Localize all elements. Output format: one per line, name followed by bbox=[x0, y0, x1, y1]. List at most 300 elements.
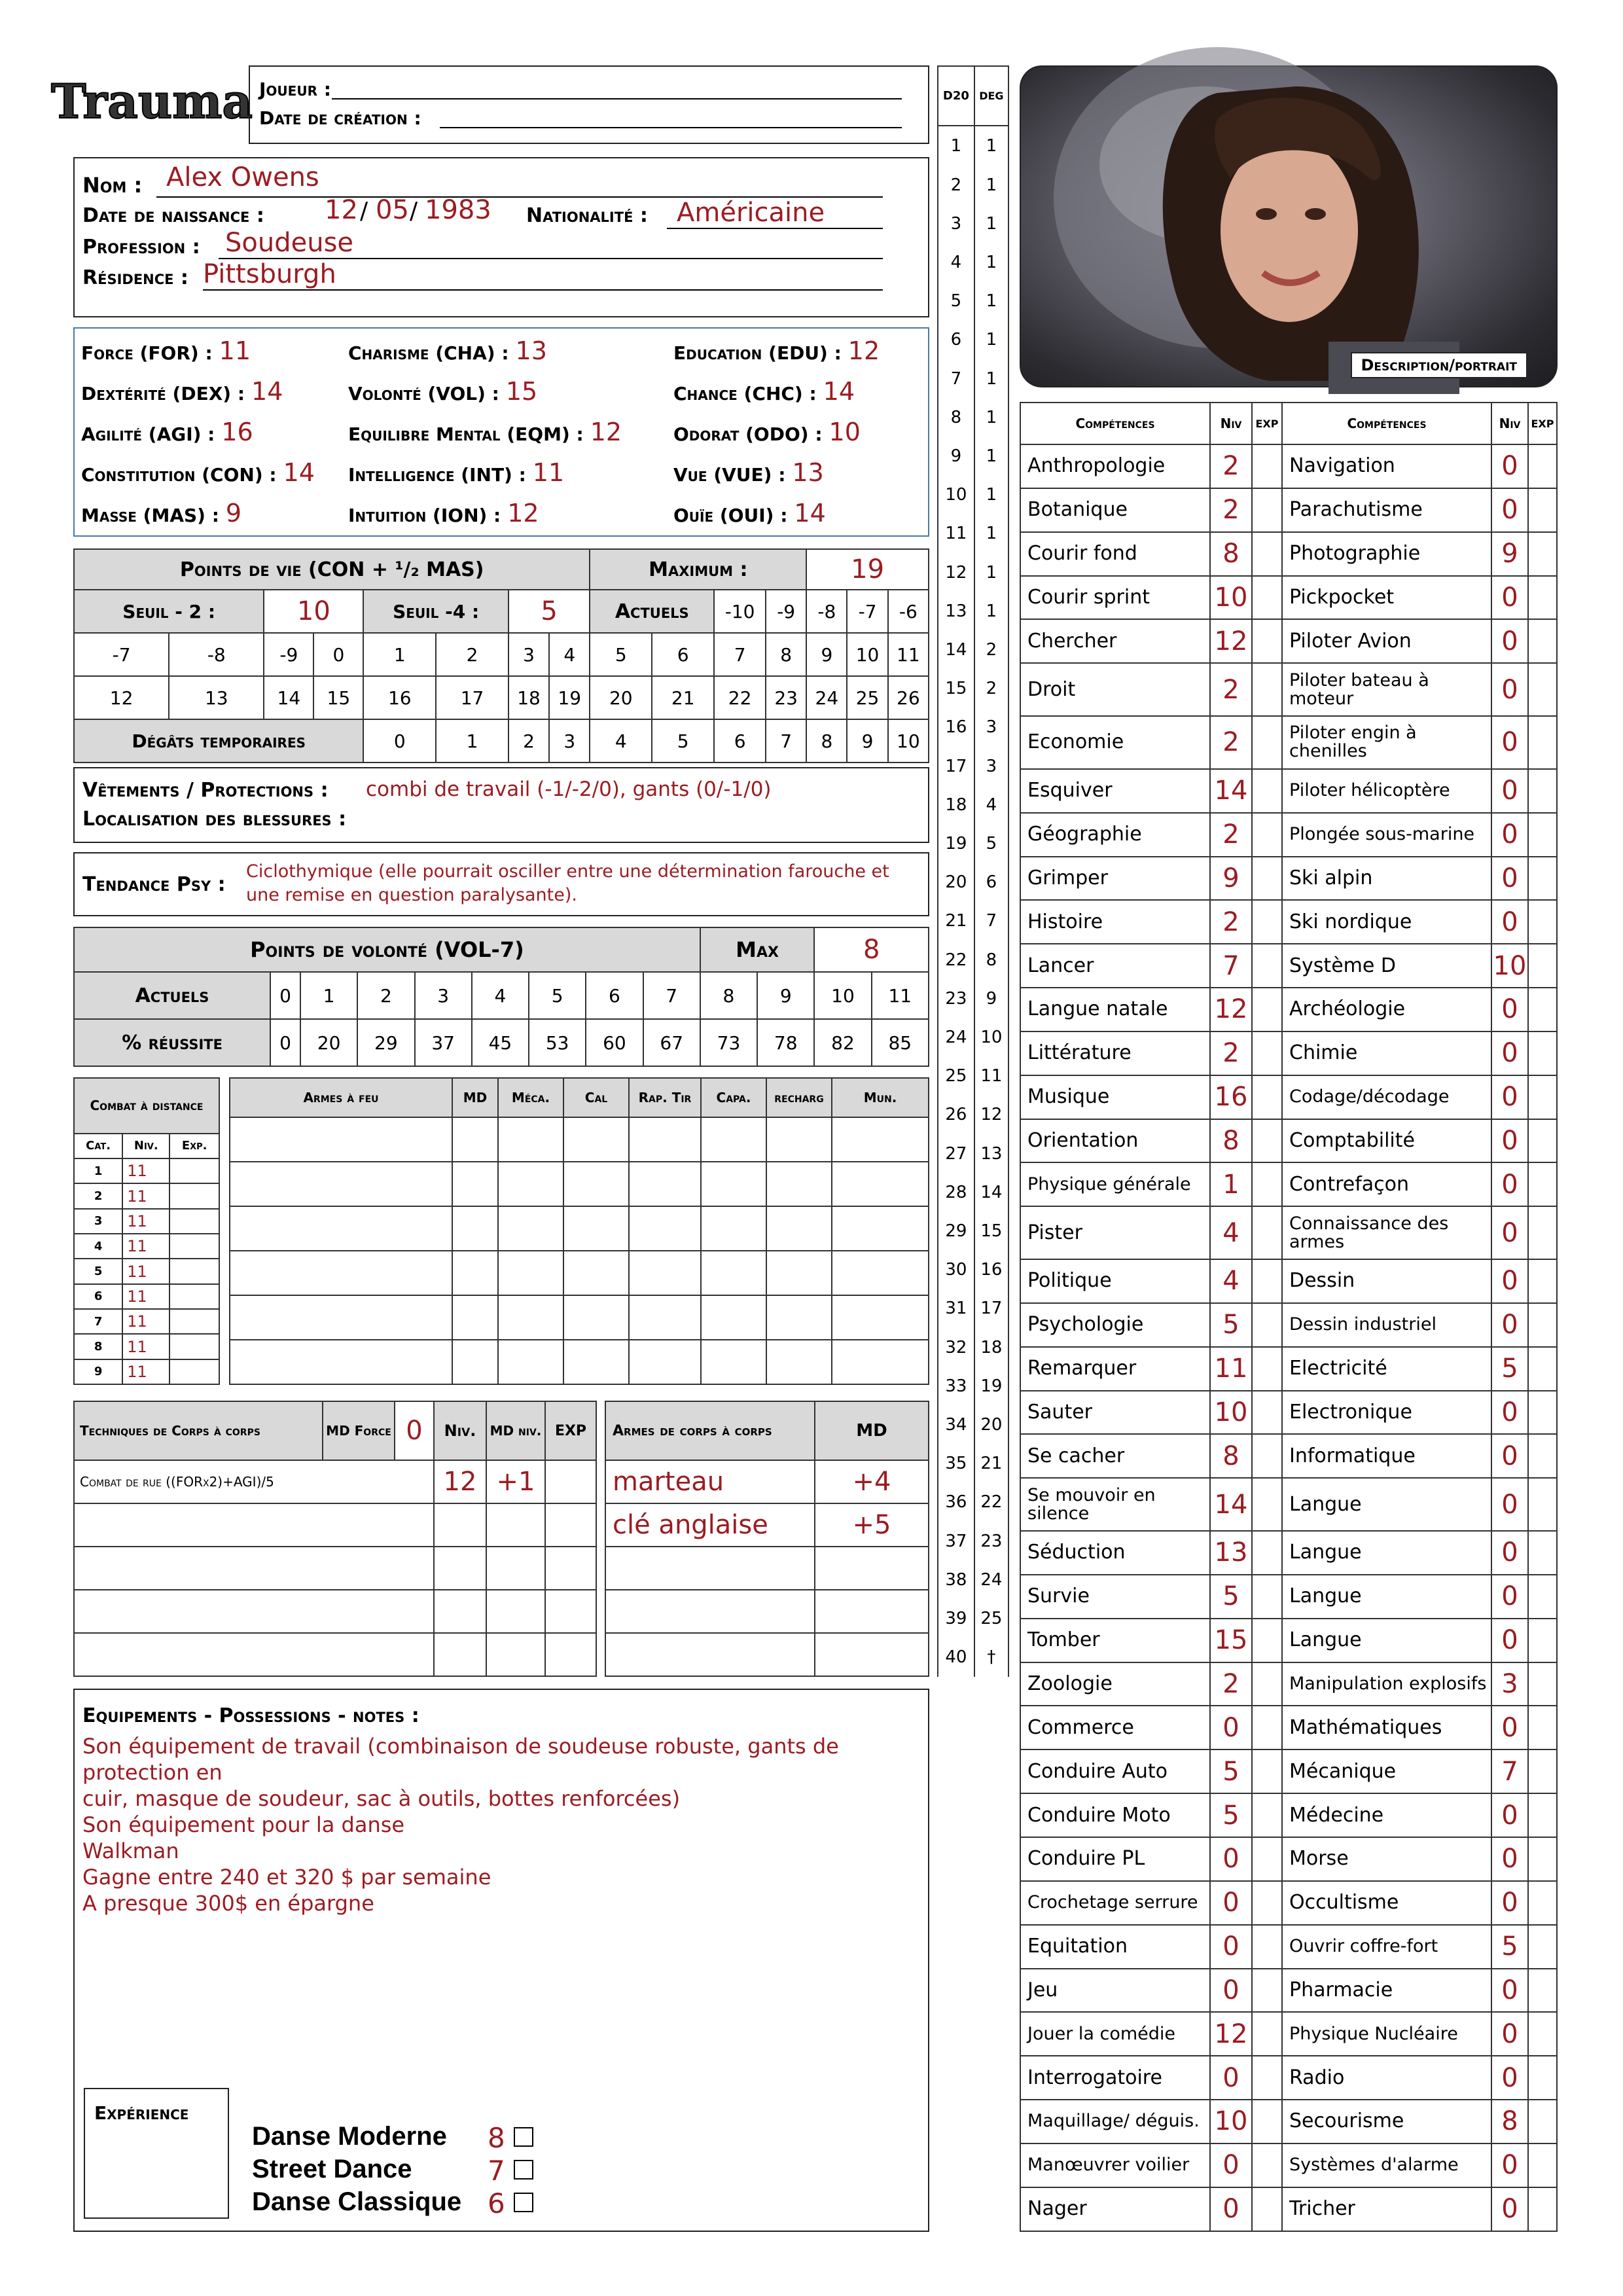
firearms-cell[interactable] bbox=[452, 1162, 498, 1206]
melee-weapon-md[interactable] bbox=[815, 1547, 929, 1590]
skill-level[interactable]: 0 bbox=[1491, 1259, 1528, 1303]
skill-exp[interactable] bbox=[1252, 769, 1282, 813]
ranged-exp[interactable] bbox=[169, 1309, 219, 1334]
temp-damage-cell[interactable]: 0 bbox=[363, 719, 436, 762]
skill-level[interactable]: 12 bbox=[1210, 619, 1252, 663]
temp-damage-cell[interactable]: 7 bbox=[766, 719, 806, 762]
melee-empty[interactable] bbox=[434, 1590, 486, 1633]
skill-exp[interactable] bbox=[1252, 1434, 1282, 1478]
melee-weapon-name[interactable]: marteau bbox=[605, 1460, 815, 1503]
firearms-cell[interactable] bbox=[629, 1117, 701, 1162]
firearms-cell[interactable] bbox=[701, 1251, 766, 1295]
firearms-cell[interactable] bbox=[230, 1340, 452, 1384]
skill-exp[interactable] bbox=[1528, 2144, 1557, 2187]
firearms-cell[interactable] bbox=[832, 1206, 929, 1251]
skill-exp[interactable] bbox=[1252, 988, 1282, 1031]
attribute-value[interactable]: 15 bbox=[505, 377, 538, 406]
temp-damage-cell[interactable]: 10 bbox=[888, 719, 929, 762]
melee-empty[interactable] bbox=[434, 1503, 486, 1547]
skill-exp[interactable] bbox=[1252, 716, 1282, 769]
profession-value[interactable]: Soudeuse bbox=[225, 228, 354, 258]
firearms-cell[interactable] bbox=[766, 1206, 832, 1251]
hp-cell[interactable]: -8 bbox=[169, 633, 264, 676]
skill-level[interactable]: 0 bbox=[1210, 1706, 1252, 1749]
skill-exp[interactable] bbox=[1528, 1662, 1557, 1706]
firearms-cell[interactable] bbox=[452, 1340, 498, 1384]
skill-exp[interactable] bbox=[1252, 2100, 1282, 2144]
skill-level[interactable]: 10 bbox=[1210, 576, 1252, 620]
nom-value[interactable]: Alex Owens bbox=[166, 162, 319, 192]
skill-exp[interactable] bbox=[1528, 532, 1557, 576]
ranged-niv[interactable]: 11 bbox=[122, 1183, 169, 1208]
ranged-exp[interactable] bbox=[169, 1158, 219, 1183]
skill-level[interactable]: 0 bbox=[1491, 663, 1528, 716]
skill-exp[interactable] bbox=[1252, 900, 1282, 944]
hp-cell[interactable]: 18 bbox=[508, 676, 549, 719]
skill-level[interactable]: 0 bbox=[1491, 488, 1528, 532]
attribute-value[interactable]: 16 bbox=[221, 418, 253, 446]
experience-checkbox[interactable] bbox=[514, 2193, 533, 2212]
skill-level[interactable]: 0 bbox=[1491, 769, 1528, 813]
skill-exp[interactable] bbox=[1528, 1749, 1557, 1793]
skill-exp[interactable] bbox=[1252, 2144, 1282, 2187]
firearms-cell[interactable] bbox=[832, 1162, 929, 1206]
melee-weapon-md[interactable]: +5 bbox=[815, 1503, 929, 1547]
firearms-cell[interactable] bbox=[452, 1251, 498, 1295]
skill-level[interactable]: 0 bbox=[1491, 1793, 1528, 1837]
skill-exp[interactable] bbox=[1252, 1303, 1282, 1347]
skill-exp[interactable] bbox=[1252, 1206, 1282, 1259]
temp-damage-cell[interactable]: 5 bbox=[652, 719, 714, 762]
skill-level[interactable]: 10 bbox=[1210, 2100, 1252, 2144]
psy-value[interactable]: Ciclothymique (elle pourrait osciller entre une détermination farouche et une remise en question paralysante). bbox=[246, 861, 889, 905]
melee-weapon-name[interactable]: clé anglaise bbox=[605, 1503, 815, 1547]
skill-exp[interactable] bbox=[1252, 1347, 1282, 1391]
firearms-cell[interactable] bbox=[832, 1340, 929, 1384]
skill-exp[interactable] bbox=[1252, 1391, 1282, 1435]
skill-exp[interactable] bbox=[1528, 1206, 1557, 1259]
firearms-cell[interactable] bbox=[563, 1117, 629, 1162]
skill-exp[interactable] bbox=[1252, 444, 1282, 488]
skill-level[interactable]: 0 bbox=[1491, 1969, 1528, 2013]
melee-technique-md[interactable]: +1 bbox=[486, 1460, 545, 1503]
hp-max[interactable]: 19 bbox=[806, 549, 929, 590]
firearms-cell[interactable] bbox=[832, 1295, 929, 1340]
skill-level[interactable]: 4 bbox=[1210, 1206, 1252, 1259]
firearms-cell[interactable] bbox=[701, 1295, 766, 1340]
firearms-cell[interactable] bbox=[832, 1251, 929, 1295]
melee-empty[interactable] bbox=[74, 1547, 434, 1590]
skill-level[interactable]: 0 bbox=[1210, 2144, 1252, 2187]
attribute-value[interactable]: 13 bbox=[515, 336, 547, 365]
skill-level[interactable]: 0 bbox=[1491, 857, 1528, 901]
skill-level[interactable]: 5 bbox=[1210, 1793, 1252, 1837]
hp-cell[interactable]: 24 bbox=[806, 676, 847, 719]
skill-level[interactable]: 0 bbox=[1491, 1162, 1528, 1206]
temp-damage-cell[interactable]: 2 bbox=[508, 719, 549, 762]
will-actuel-cell[interactable]: 3 bbox=[415, 972, 472, 1019]
melee-empty[interactable] bbox=[486, 1547, 545, 1590]
skill-exp[interactable] bbox=[1528, 1706, 1557, 1749]
residence-value[interactable]: Pittsburgh bbox=[203, 259, 336, 289]
ranged-niv[interactable]: 11 bbox=[122, 1209, 169, 1234]
hp-cell[interactable]: 6 bbox=[652, 633, 714, 676]
will-actuel-cell[interactable]: 2 bbox=[357, 972, 414, 1019]
skill-exp[interactable] bbox=[1252, 2056, 1282, 2100]
skill-exp[interactable] bbox=[1252, 1075, 1282, 1119]
skill-level[interactable]: 5 bbox=[1491, 1925, 1528, 1969]
attribute-value[interactable]: 14 bbox=[823, 377, 855, 406]
skill-exp[interactable] bbox=[1528, 1031, 1557, 1075]
firearms-cell[interactable] bbox=[498, 1162, 563, 1206]
hp-cell[interactable]: 21 bbox=[652, 676, 714, 719]
skill-level[interactable]: 14 bbox=[1210, 769, 1252, 813]
melee-empty[interactable] bbox=[486, 1633, 545, 1676]
experience-checkbox[interactable] bbox=[514, 2127, 533, 2147]
firearms-cell[interactable] bbox=[563, 1251, 629, 1295]
skill-exp[interactable] bbox=[1528, 576, 1557, 620]
birth-month[interactable]: 05 bbox=[376, 195, 409, 225]
firearms-cell[interactable] bbox=[629, 1340, 701, 1384]
firearms-cell[interactable] bbox=[498, 1206, 563, 1251]
attribute-value[interactable]: 12 bbox=[847, 336, 880, 365]
attribute-value[interactable]: 12 bbox=[507, 499, 539, 528]
skill-exp[interactable] bbox=[1528, 2056, 1557, 2100]
ranged-exp[interactable] bbox=[169, 1183, 219, 1208]
will-actuel-cell[interactable]: 7 bbox=[643, 972, 700, 1019]
firearms-cell[interactable] bbox=[701, 1206, 766, 1251]
skill-level[interactable]: 10 bbox=[1210, 1391, 1252, 1435]
skill-exp[interactable] bbox=[1252, 1969, 1282, 2013]
skill-level[interactable]: 5 bbox=[1210, 1575, 1252, 1619]
skill-level[interactable]: 0 bbox=[1491, 1303, 1528, 1347]
skill-level[interactable]: 3 bbox=[1491, 1662, 1528, 1706]
attribute-value[interactable]: 14 bbox=[251, 377, 283, 406]
melee-weapon-name[interactable] bbox=[605, 1590, 815, 1633]
ranged-niv[interactable]: 11 bbox=[122, 1259, 169, 1283]
attribute-value[interactable]: 10 bbox=[829, 418, 861, 446]
skill-level[interactable]: 2 bbox=[1210, 1031, 1252, 1075]
firearms-cell[interactable] bbox=[563, 1162, 629, 1206]
will-actuel-cell[interactable]: 4 bbox=[472, 972, 529, 1019]
skill-level[interactable]: 2 bbox=[1210, 716, 1252, 769]
temp-damage-cell[interactable]: 8 bbox=[806, 719, 847, 762]
skill-exp[interactable] bbox=[1252, 663, 1282, 716]
firearms-cell[interactable] bbox=[701, 1340, 766, 1384]
melee-weapon-name[interactable] bbox=[605, 1547, 815, 1590]
firearms-cell[interactable] bbox=[230, 1251, 452, 1295]
ranged-exp[interactable] bbox=[169, 1209, 219, 1234]
skill-level[interactable]: 9 bbox=[1491, 532, 1528, 576]
skill-exp[interactable] bbox=[1252, 813, 1282, 857]
skill-exp[interactable] bbox=[1528, 857, 1557, 901]
experience-checkbox[interactable] bbox=[514, 2160, 533, 2179]
skill-exp[interactable] bbox=[1528, 1119, 1557, 1163]
skill-level[interactable]: 2 bbox=[1210, 813, 1252, 857]
skill-level[interactable]: 0 bbox=[1210, 1969, 1252, 2013]
melee-weapon-md[interactable] bbox=[815, 1590, 929, 1633]
skill-level[interactable]: 16 bbox=[1210, 1075, 1252, 1119]
hp-cell[interactable]: 2 bbox=[436, 633, 508, 676]
skill-level[interactable]: 8 bbox=[1210, 1119, 1252, 1163]
experience-value[interactable]: 8 bbox=[488, 2122, 505, 2154]
hp-cell[interactable]: 13 bbox=[169, 676, 264, 719]
will-actuel-cell[interactable]: 0 bbox=[270, 972, 300, 1019]
hp-cell[interactable]: 22 bbox=[714, 676, 766, 719]
clothes-value[interactable]: combi de travail (-1/-2/0), gants (0/-1/0) bbox=[366, 778, 772, 801]
skill-exp[interactable] bbox=[1528, 444, 1557, 488]
melee-technique-exp[interactable] bbox=[545, 1460, 596, 1503]
temp-damage-cell[interactable]: 9 bbox=[847, 719, 887, 762]
will-actuel-cell[interactable]: 8 bbox=[700, 972, 757, 1019]
skill-level[interactable]: 0 bbox=[1210, 2056, 1252, 2100]
ranged-niv[interactable]: 11 bbox=[122, 1284, 169, 1309]
firearms-cell[interactable] bbox=[766, 1117, 832, 1162]
melee-empty[interactable] bbox=[486, 1503, 545, 1547]
will-actuel-cell[interactable]: 6 bbox=[586, 972, 643, 1019]
skill-level[interactable]: 1 bbox=[1210, 1162, 1252, 1206]
skill-exp[interactable] bbox=[1528, 1881, 1557, 1925]
skill-exp[interactable] bbox=[1528, 1531, 1557, 1575]
attribute-value[interactable]: 9 bbox=[225, 499, 242, 528]
skill-exp[interactable] bbox=[1528, 2100, 1557, 2144]
will-actuel-cell[interactable]: 1 bbox=[300, 972, 357, 1019]
seuil2-value[interactable]: 10 bbox=[264, 590, 363, 633]
hp-cell[interactable]: 7 bbox=[714, 633, 766, 676]
skill-exp[interactable] bbox=[1252, 2012, 1282, 2056]
firearms-cell[interactable] bbox=[766, 1340, 832, 1384]
hp-cell[interactable]: 11 bbox=[888, 633, 929, 676]
firearms-cell[interactable] bbox=[230, 1162, 452, 1206]
skill-exp[interactable] bbox=[1252, 576, 1282, 620]
skill-level[interactable]: 14 bbox=[1210, 1478, 1252, 1531]
skill-exp[interactable] bbox=[1528, 1347, 1557, 1391]
skill-exp[interactable] bbox=[1528, 1925, 1557, 1969]
temp-damage-cell[interactable]: 3 bbox=[549, 719, 590, 762]
hp-actuel-cell[interactable]: -7 bbox=[847, 590, 887, 633]
skill-exp[interactable] bbox=[1252, 1259, 1282, 1303]
skill-exp[interactable] bbox=[1528, 1575, 1557, 1619]
skill-level[interactable]: 5 bbox=[1210, 1749, 1252, 1793]
skill-level[interactable]: 8 bbox=[1491, 2100, 1528, 2144]
skill-exp[interactable] bbox=[1528, 1391, 1557, 1435]
skill-level[interactable]: 2 bbox=[1210, 1662, 1252, 1706]
melee-weapon-name[interactable] bbox=[605, 1633, 815, 1676]
temp-damage-cell[interactable]: 6 bbox=[714, 719, 766, 762]
skill-level[interactable]: 0 bbox=[1491, 1075, 1528, 1119]
skill-level[interactable]: 0 bbox=[1491, 900, 1528, 944]
skill-exp[interactable] bbox=[1528, 2187, 1557, 2231]
skill-exp[interactable] bbox=[1252, 1881, 1282, 1925]
hp-cell[interactable]: 12 bbox=[74, 676, 169, 719]
firearms-cell[interactable] bbox=[498, 1251, 563, 1295]
skill-level[interactable]: 0 bbox=[1491, 716, 1528, 769]
hp-cell[interactable]: 10 bbox=[847, 633, 887, 676]
skill-exp[interactable] bbox=[1252, 2187, 1282, 2231]
firearms-cell[interactable] bbox=[563, 1340, 629, 1384]
skill-level[interactable]: 0 bbox=[1210, 1837, 1252, 1881]
skill-level[interactable]: 0 bbox=[1491, 444, 1528, 488]
firearms-cell[interactable] bbox=[563, 1295, 629, 1340]
skill-exp[interactable] bbox=[1528, 663, 1557, 716]
attribute-value[interactable]: 14 bbox=[794, 499, 826, 528]
skill-exp[interactable] bbox=[1528, 1259, 1557, 1303]
skill-level[interactable]: 0 bbox=[1491, 1391, 1528, 1435]
firearms-cell[interactable] bbox=[701, 1162, 766, 1206]
skill-exp[interactable] bbox=[1528, 619, 1557, 663]
will-actuel-cell[interactable]: 10 bbox=[814, 972, 871, 1019]
will-max[interactable]: 8 bbox=[814, 927, 929, 972]
hp-cell[interactable]: 15 bbox=[313, 676, 363, 719]
birth-year[interactable]: 1983 bbox=[425, 195, 491, 225]
hp-actuel-cell[interactable]: -10 bbox=[714, 590, 766, 633]
will-actuel-cell[interactable]: 11 bbox=[872, 972, 929, 1019]
hp-cell[interactable]: -9 bbox=[264, 633, 313, 676]
skill-exp[interactable] bbox=[1252, 1837, 1282, 1881]
skill-level[interactable]: 0 bbox=[1491, 2056, 1528, 2100]
skill-level[interactable]: 5 bbox=[1210, 1303, 1252, 1347]
skill-exp[interactable] bbox=[1252, 1706, 1282, 1749]
firearms-cell[interactable] bbox=[766, 1251, 832, 1295]
skill-level[interactable]: 5 bbox=[1491, 1347, 1528, 1391]
skill-exp[interactable] bbox=[1528, 988, 1557, 1031]
skill-level[interactable]: 2 bbox=[1210, 900, 1252, 944]
skill-exp[interactable] bbox=[1252, 619, 1282, 663]
firearms-cell[interactable] bbox=[452, 1206, 498, 1251]
ranged-niv[interactable]: 11 bbox=[122, 1359, 169, 1384]
skill-exp[interactable] bbox=[1252, 857, 1282, 901]
skill-level[interactable]: 0 bbox=[1491, 619, 1528, 663]
skill-level[interactable]: 0 bbox=[1491, 1575, 1528, 1619]
skill-exp[interactable] bbox=[1252, 1031, 1282, 1075]
hp-cell[interactable]: 19 bbox=[549, 676, 590, 719]
will-actuel-cell[interactable]: 9 bbox=[757, 972, 814, 1019]
skill-level[interactable]: 0 bbox=[1491, 2144, 1528, 2187]
skill-level[interactable]: 0 bbox=[1491, 1206, 1528, 1259]
melee-empty[interactable] bbox=[545, 1503, 596, 1547]
melee-empty[interactable] bbox=[74, 1503, 434, 1547]
ranged-exp[interactable] bbox=[169, 1334, 219, 1359]
skill-level[interactable]: 4 bbox=[1210, 1259, 1252, 1303]
firearms-cell[interactable] bbox=[629, 1295, 701, 1340]
skill-level[interactable]: 0 bbox=[1491, 2187, 1528, 2231]
firearms-cell[interactable] bbox=[230, 1295, 452, 1340]
skill-level[interactable]: 7 bbox=[1210, 944, 1252, 988]
firearms-cell[interactable] bbox=[629, 1162, 701, 1206]
skill-level[interactable]: 0 bbox=[1491, 1881, 1528, 1925]
hp-cell[interactable]: 17 bbox=[436, 676, 508, 719]
skill-exp[interactable] bbox=[1252, 1925, 1282, 1969]
nationalite-value[interactable]: Américaine bbox=[677, 198, 825, 228]
skill-exp[interactable] bbox=[1528, 1075, 1557, 1119]
hp-cell[interactable]: -7 bbox=[74, 633, 169, 676]
md-force-value[interactable]: 0 bbox=[395, 1401, 434, 1460]
skill-exp[interactable] bbox=[1528, 1969, 1557, 2013]
hp-cell[interactable]: 16 bbox=[363, 676, 436, 719]
seuil4-value[interactable]: 5 bbox=[508, 590, 590, 633]
skill-level[interactable]: 2 bbox=[1210, 663, 1252, 716]
skill-level[interactable]: 0 bbox=[1491, 1837, 1528, 1881]
hp-actuel-cell[interactable]: -6 bbox=[888, 590, 929, 633]
skill-exp[interactable] bbox=[1528, 1162, 1557, 1206]
skill-exp[interactable] bbox=[1252, 1162, 1282, 1206]
skill-level[interactable]: 15 bbox=[1210, 1619, 1252, 1662]
skill-level[interactable]: 0 bbox=[1210, 1925, 1252, 1969]
skill-exp[interactable] bbox=[1528, 1303, 1557, 1347]
attribute-value[interactable]: 13 bbox=[792, 458, 824, 487]
skill-exp[interactable] bbox=[1252, 1575, 1282, 1619]
firearms-cell[interactable] bbox=[629, 1251, 701, 1295]
firearms-cell[interactable] bbox=[629, 1206, 701, 1251]
melee-empty[interactable] bbox=[545, 1590, 596, 1633]
melee-technique-niv[interactable]: 12 bbox=[434, 1460, 486, 1503]
skill-exp[interactable] bbox=[1252, 1119, 1282, 1163]
skill-level[interactable]: 2 bbox=[1210, 444, 1252, 488]
skill-level[interactable]: 7 bbox=[1491, 1749, 1528, 1793]
skill-level[interactable]: 0 bbox=[1491, 1031, 1528, 1075]
ranged-niv[interactable]: 11 bbox=[122, 1234, 169, 1259]
skill-level[interactable]: 10 bbox=[1491, 944, 1528, 988]
skill-level[interactable]: 12 bbox=[1210, 988, 1252, 1031]
skill-exp[interactable] bbox=[1528, 1478, 1557, 1531]
ranged-niv[interactable]: 11 bbox=[122, 1334, 169, 1359]
firearms-cell[interactable] bbox=[452, 1117, 498, 1162]
creation-date-line[interactable] bbox=[440, 127, 902, 128]
hp-cell[interactable]: 20 bbox=[590, 676, 652, 719]
skill-level[interactable]: 0 bbox=[1491, 988, 1528, 1031]
firearms-cell[interactable] bbox=[832, 1117, 929, 1162]
hp-cell[interactable]: 3 bbox=[508, 633, 549, 676]
firearms-cell[interactable] bbox=[766, 1295, 832, 1340]
hp-actuel-cell[interactable]: -8 bbox=[806, 590, 847, 633]
hp-cell[interactable]: 1 bbox=[363, 633, 436, 676]
hp-cell[interactable]: 25 bbox=[847, 676, 887, 719]
skill-level[interactable]: 0 bbox=[1210, 1881, 1252, 1925]
melee-empty[interactable] bbox=[545, 1547, 596, 1590]
ranged-exp[interactable] bbox=[169, 1234, 219, 1259]
firearms-cell[interactable] bbox=[563, 1206, 629, 1251]
skill-exp[interactable] bbox=[1528, 2012, 1557, 2056]
skill-level[interactable]: 0 bbox=[1491, 2012, 1528, 2056]
will-actuel-cell[interactable]: 5 bbox=[529, 972, 586, 1019]
skill-level[interactable]: 0 bbox=[1491, 813, 1528, 857]
skill-level[interactable]: 0 bbox=[1491, 1119, 1528, 1163]
firearms-cell[interactable] bbox=[498, 1295, 563, 1340]
attribute-value[interactable]: 14 bbox=[283, 458, 315, 487]
skill-level[interactable]: 0 bbox=[1491, 1478, 1528, 1531]
skill-level[interactable]: 0 bbox=[1491, 1531, 1528, 1575]
firearms-cell[interactable] bbox=[701, 1117, 766, 1162]
skill-level[interactable]: 11 bbox=[1210, 1347, 1252, 1391]
melee-empty[interactable] bbox=[74, 1590, 434, 1633]
skill-exp[interactable] bbox=[1252, 1749, 1282, 1793]
firearms-cell[interactable] bbox=[498, 1340, 563, 1384]
ranged-exp[interactable] bbox=[169, 1259, 219, 1283]
ranged-exp[interactable] bbox=[169, 1284, 219, 1309]
skill-exp[interactable] bbox=[1252, 532, 1282, 576]
skill-exp[interactable] bbox=[1528, 813, 1557, 857]
skill-exp[interactable] bbox=[1528, 1619, 1557, 1662]
skill-exp[interactable] bbox=[1528, 1793, 1557, 1837]
skill-exp[interactable] bbox=[1252, 1478, 1282, 1531]
skill-exp[interactable] bbox=[1528, 716, 1557, 769]
skill-level[interactable]: 12 bbox=[1210, 2012, 1252, 2056]
player-line[interactable] bbox=[332, 98, 902, 99]
melee-weapon-md[interactable] bbox=[815, 1633, 929, 1676]
skill-exp[interactable] bbox=[1252, 1619, 1282, 1662]
skill-exp[interactable] bbox=[1528, 1837, 1557, 1881]
melee-empty[interactable] bbox=[545, 1633, 596, 1676]
